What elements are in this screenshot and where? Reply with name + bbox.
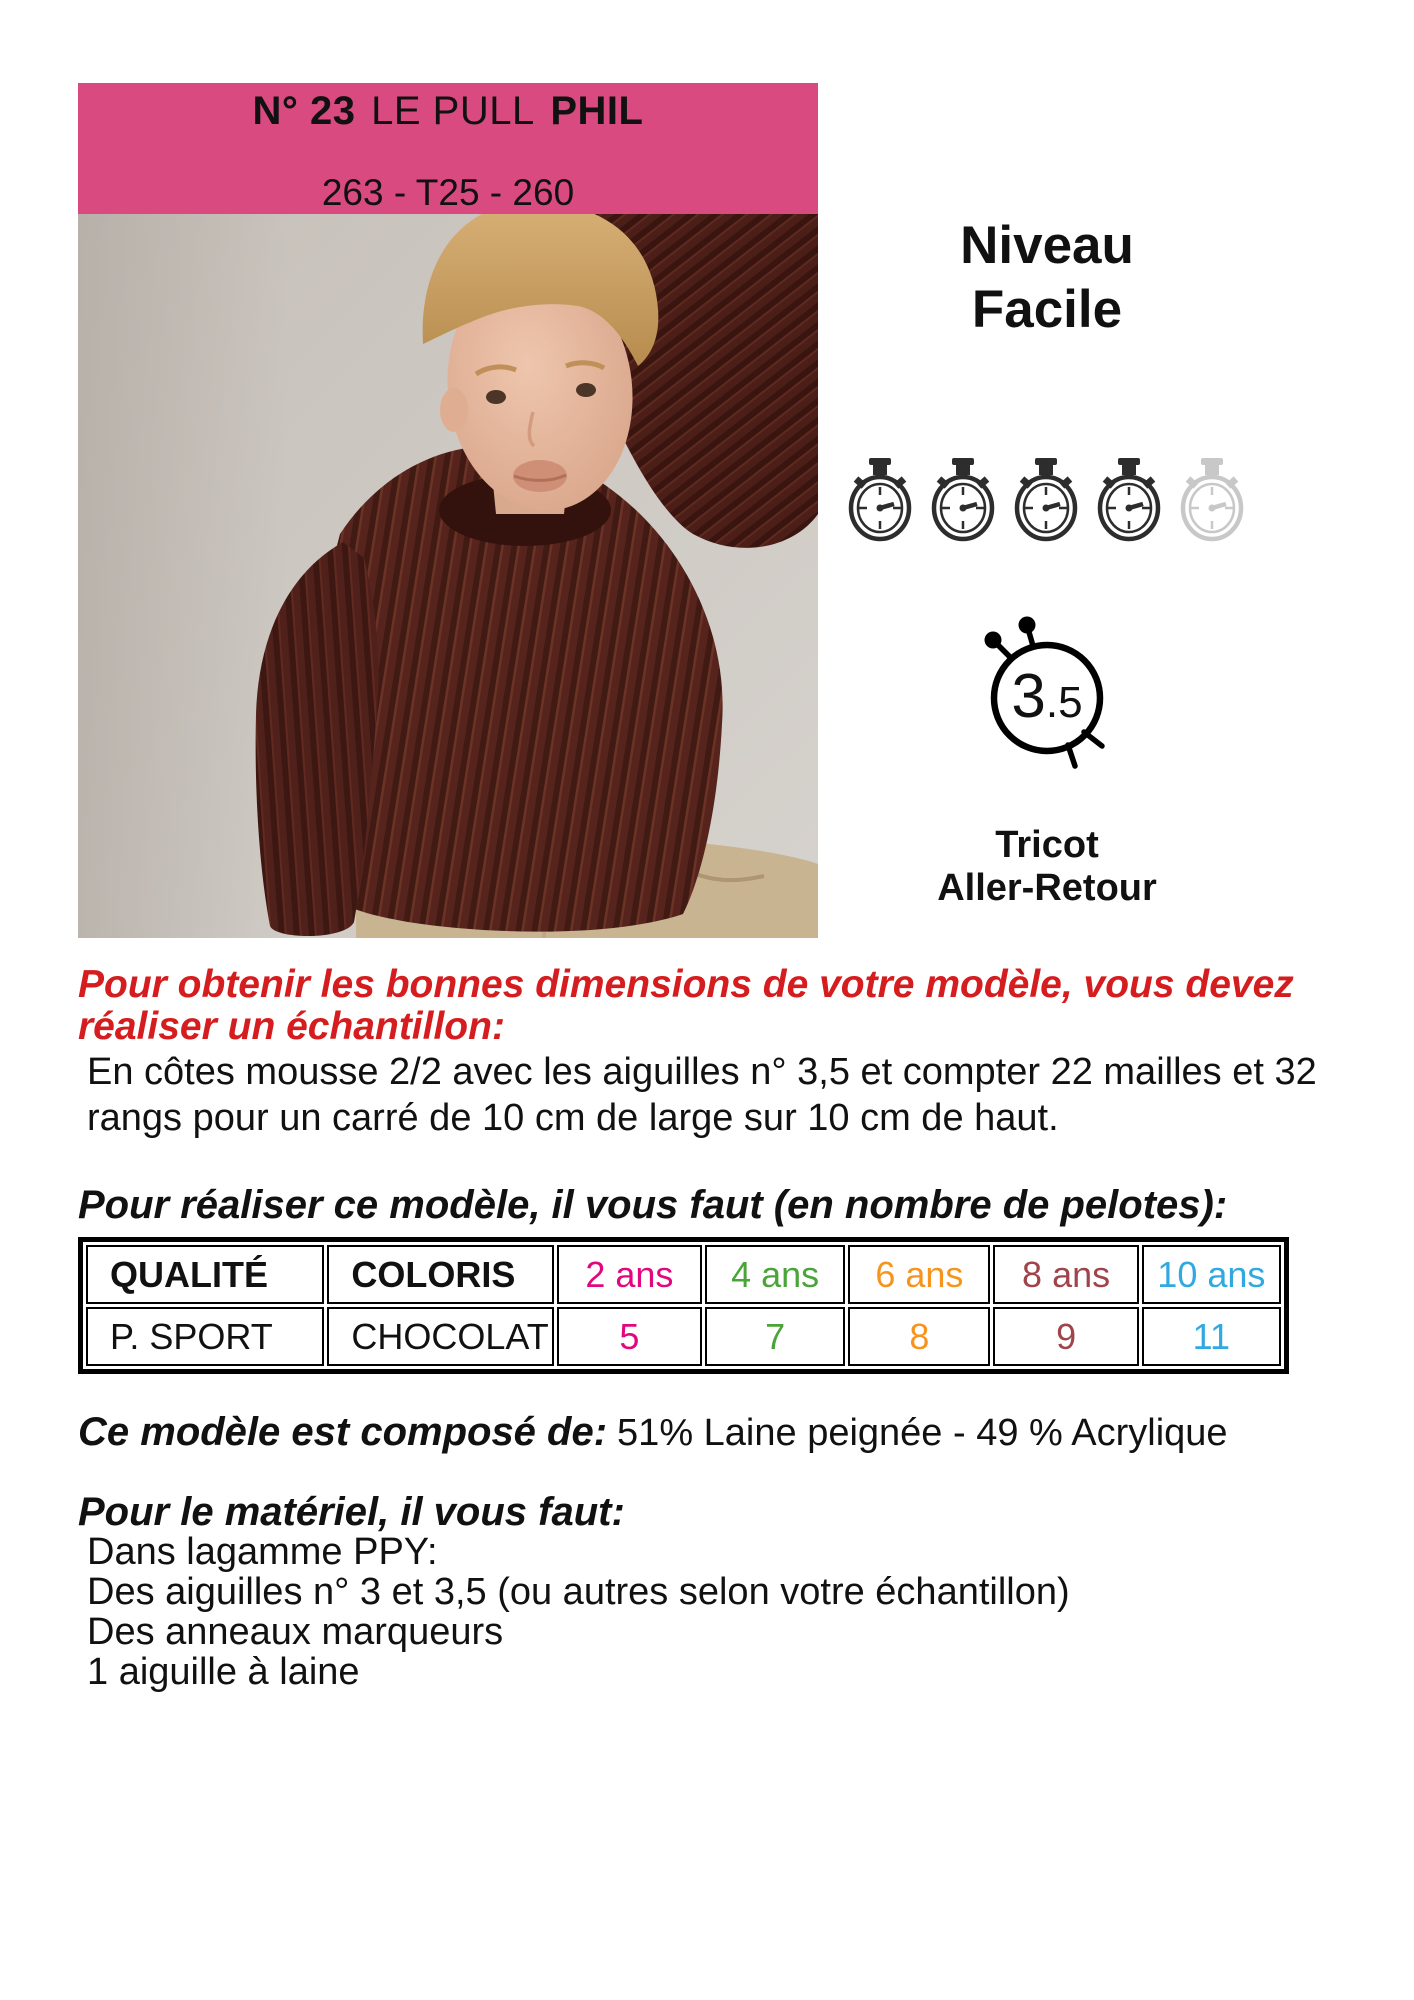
cell-qty-6: 8 [848, 1307, 990, 1366]
model-photo-illustration [78, 214, 818, 938]
col-age-2: 2 ans [557, 1245, 702, 1304]
composition-label: Ce modèle est composé de: [78, 1410, 608, 1454]
stopwatch-icon-inactive [1179, 458, 1245, 542]
stopwatch-icon [1096, 458, 1162, 542]
eye-right [576, 383, 596, 397]
eye-left [486, 390, 506, 404]
col-age-8: 8 ans [993, 1245, 1138, 1304]
knitting-needle-gauge-icon [947, 598, 1137, 788]
level-line1: Niveau [960, 216, 1134, 275]
materials-list [87, 1532, 1070, 1692]
pattern-reference: 263 - T25 - 260 [321, 172, 575, 213]
pattern-title [78, 89, 818, 134]
ear [440, 388, 468, 432]
pattern-name: LE PULL [371, 89, 535, 133]
technique-label: Tricot Aller-Retour [937, 824, 1157, 909]
material-item: Des aiguilles n° 3 et 3,5 (ou autres selon votre échantillon) [87, 1571, 1070, 1613]
level-line2: Facile [971, 280, 1123, 339]
composition-value: 51% Laine peignée - 49 % Acrylique [617, 1412, 1228, 1454]
material-item: Dans lagamme PPY: [87, 1531, 438, 1573]
col-age-4: 4 ans [705, 1245, 845, 1304]
needle-size: 3 .5 [1011, 662, 1083, 731]
model-photo [78, 214, 818, 938]
pouting-mouth [513, 460, 567, 492]
stopwatch-icon [930, 458, 996, 542]
time-rating [847, 458, 1245, 542]
gauge-instructions: En côtes mousse 2/2 avec les aiguilles n° 3,5 et compter 22 mailles et 32 rangs pour un carré de 10 cm de large sur 10 cm de haut. [87, 1051, 1317, 1139]
cell-quality: P. SPORT [86, 1307, 324, 1366]
composition [78, 1410, 1228, 1455]
col-coloris: COLORIS [327, 1245, 553, 1304]
cell-qty-2: 5 [557, 1307, 702, 1366]
pelotes-heading: Pour réaliser ce modèle, il vous faut (en nombre de pelotes): [78, 1183, 1228, 1227]
materials-heading: Pour le matériel, il vous faut: [78, 1490, 625, 1534]
cell-qty-10: 11 [1142, 1307, 1281, 1366]
material-item: 1 aiguille à laine [87, 1651, 360, 1693]
stopwatch-icon [847, 458, 913, 542]
col-quality: QUALITÉ [86, 1245, 324, 1304]
cell-coloris: CHOCOLAT [327, 1307, 553, 1366]
table-header-row [86, 1245, 1281, 1304]
pattern-header [78, 83, 818, 214]
difficulty-level [818, 214, 1276, 342]
col-age-10: 10 ans [1142, 1245, 1281, 1304]
stopwatch-icon [1013, 458, 1079, 542]
material-item: Des anneaux marqueurs [87, 1611, 504, 1653]
table-data-row [86, 1307, 1281, 1366]
pattern-number: N° 23 [252, 89, 356, 133]
cell-qty-8: 9 [993, 1307, 1138, 1366]
pattern-brand: PHIL [550, 89, 644, 133]
col-age-6: 6 ans [848, 1245, 990, 1304]
pelotes-table [78, 1237, 1289, 1374]
gauge-heading: Pour obtenir les bonnes dimensions de votre modèle, vous devez réaliser un échantillon: [78, 963, 1294, 1048]
cell-qty-4: 7 [705, 1307, 845, 1366]
